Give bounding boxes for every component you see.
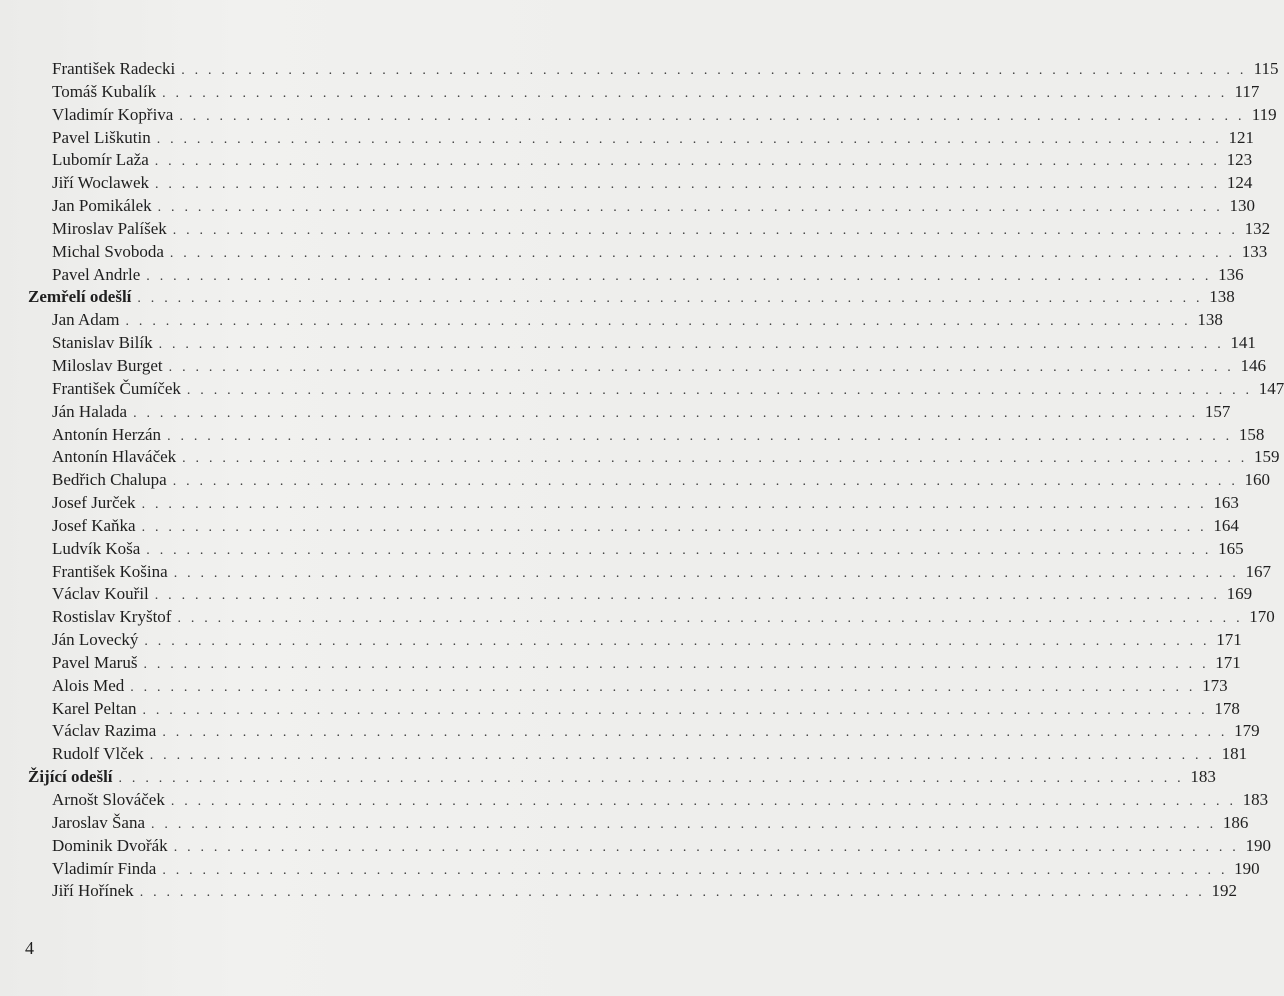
toc-entry-page: 170 [1249,607,1275,627]
dot-leader: . . . . . . . . . . . . . . . . . . . . . . . . . . . . . . . . . . . . . . . . . . . . . . . . . . . . . . . . . . . . . . . . . . . . . . . . . . . . . . . . [177,611,1243,627]
dot-leader: . . . . . . . . . . . . . . . . . . . . . . . . . . . . . . . . . . . . . . . . . . . . . . . . . . . . . . . . . . . . . . . . . . . . . . . . . . . . . . . . [162,85,1228,101]
dot-leader: . . . . . . . . . . . . . . . . . . . . . . . . . . . . . . . . . . . . . . . . . . . . . . . . . . . . . . . . . . . . . . . . . . . . . . . . . . . . . . . . [181,63,1247,78]
toc-entry [28,127,1255,150]
toc-entry [28,241,1268,264]
toc-entry [28,583,1253,606]
dot-leader: . . . . . . . . . . . . . . . . . . . . . . . . . . . . . . . . . . . . . . . . . . . . . . . . . . . . . . . . . . . . . . . . . . . . . . . . . . . . . . . . [151,816,1217,832]
dot-leader: . . . . . . . . . . . . . . . . . . . . . . . . . . . . . . . . . . . . . . . . . . . . . . . . . . . . . . . . . . . . . . . . . . . . . . . . . . . . . . . . [173,565,1239,581]
toc-entry [28,264,1244,287]
toc-entry [28,812,1249,835]
dot-leader: . . . . . . . . . . . . . . . . . . . . . . . . . . . . . . . . . . . . . . . . . . . . . . . . . . . . . . . . . . . . . . . . . . . . . . . . . . . . . . . . [154,588,1221,604]
toc-entry-title: František Čumíček [52,378,181,398]
toc-entry-title: Jiří Hořínek [52,881,134,901]
dot-leader: . . . . . . . . . . . . . . . . . . . . . . . . . . . . . . . . . . . . . . . . . . . . . . . . . . . . . . . . . . . . . . . . . . . . . . . . . . . . . . . . [179,108,1245,124]
dot-leader: . . . . . . . . . . . . . . . . . . . . . . . . . . . . . . . . . . . . . . . . . . . . . . . . . . . . . . . . . . . . . . . . . . . . . . . . . . . . . . . . [143,656,1209,672]
toc-entry [28,515,1239,538]
toc-entry-page: 133 [1241,241,1268,261]
toc-entry-title: Vladimír Finda [52,858,157,878]
toc-entry-page: 123 [1226,150,1253,170]
toc-entry-title: Ján Lovecký [52,630,139,650]
dot-leader: . . . . . . . . . . . . . . . . . . . . . . . . . . . . . . . . . . . . . . . . . . . . . . . . . . . . . . . . . . . . . . . . . . . . . . . . . . . . . . . . [172,474,1239,490]
toc-entry-title: Jaroslav Šana [52,812,146,832]
toc-entry-page: 136 [1218,264,1244,284]
toc-entry-page: 190 [1245,835,1271,855]
toc-section-entry [28,286,1235,309]
dot-leader: . . . . . . . . . . . . . . . . . . . . . . . . . . . . . . . . . . . . . . . . . . . . . . . . . . . . . . . . . . . . . . . . . . . . . . . . . . . . . . . . [172,222,1239,238]
toc-entry-title: Tomáš Kubalík [52,81,157,101]
toc-entry [28,218,1271,241]
toc-entry [28,538,1244,561]
toc-entry-page: 163 [1213,493,1239,513]
dot-leader: . . . . . . . . . . . . . . . . . . . . . . . . . . . . . . . . . . . . . . . . . . . . . . . . . . . . . . . . . . . . . . . . . . . . . . . . . . . . . . . . [158,337,1224,353]
toc-entry-page: 165 [1218,538,1244,558]
toc-entry-title: Michal Svoboda [52,241,164,261]
toc-entry-title: Lubomír Laža [52,150,149,170]
dot-leader: . . . . . . . . . . . . . . . . . . . . . . . . . . . . . . . . . . . . . . . . . . . . . . . . . . . . . . . . . . . . . . . . . . . . . . . . . . . . . . . . [141,519,1207,535]
toc-entry [28,880,1237,903]
toc-entry-title: Miroslav Palíšek [52,218,167,238]
toc-entry-title: Jan Adam [52,310,120,330]
toc-entry [28,172,1253,195]
toc-entry [28,195,1255,218]
dot-leader: . . . . . . . . . . . . . . . . . . . . . . . . . . . . . . . . . . . . . . . . . . . . . . . . . . . . . . . . . . . . . . . . . . . . . . . . . . . . . . . . [149,748,1216,764]
dot-leader: . . . . . . . . . . . . . . . . . . . . . . . . . . . . . . . . . . . . . . . . . . . . . . . . . . . . . . . . . . . . . . . . . . . . . . . . . . . . . . . . [118,771,1184,787]
toc-entry-title: Vladimír Kopřiva [52,104,174,124]
dot-leader: . . . . . . . . . . . . . . . . . . . . . . . . . . . . . . . . . . . . . . . . . . . . . . . . . . . . . . . . . . . . . . . . . . . . . . . . . . . . . . . . [130,679,1196,695]
toc-entry-title: Josef Kaňka [52,515,136,535]
toc-entry-page: 160 [1244,470,1271,490]
toc-entry-page: 158 [1238,424,1265,444]
toc-entry-title: Karel Peltan [52,698,137,718]
dot-leader: . . . . . . . . . . . . . . . . . . . . . . . . . . . . . . . . . . . . . . . . . . . . . . . . . . . . . . . . . . . . . . . . . . . . . . . . . . . . . . . . [186,382,1253,398]
toc-entry [28,606,1275,629]
toc-entry [28,720,1260,743]
toc-entry-title: Antonín Herzán [52,424,162,444]
toc-entry-title: Rostislav Kryštof [52,607,172,627]
toc-entry-page: 190 [1234,858,1260,878]
toc-entry-page: 179 [1234,721,1260,741]
dot-leader: . . . . . . . . . . . . . . . . . . . . . . . . . . . . . . . . . . . . . . . . . . . . . . . . . . . . . . . . . . . . . . . . . . . . . . . . . . . . . . . . [167,428,1233,444]
dot-leader: . . . . . . . . . . . . . . . . . . . . . . . . . . . . . . . . . . . . . . . . . . . . . . . . . . . . . . . . . . . . . . . . . . . . . . . . . . . . . . . . [170,794,1237,809]
toc-entry-title: Zemřelí odešlí [28,287,132,307]
toc-entry [28,149,1253,172]
toc-entry-page: 130 [1229,196,1255,216]
toc-entry-title: Dominik Dvořák [52,835,168,855]
toc-entry-page: 173 [1202,675,1228,695]
toc-entry-page: 117 [1234,81,1260,101]
toc-entry-page: 181 [1221,744,1248,764]
dot-leader: . . . . . . . . . . . . . . . . . . . . . . . . . . . . . . . . . . . . . . . . . . . . . . . . . . . . . . . . . . . . . . . . . . . . . . . . . . . . . . . . [156,131,1223,147]
toc-entry-page: 141 [1230,333,1256,353]
toc-entry-page: 132 [1244,218,1271,238]
toc-entry-title: Pavel Liškutin [52,127,151,147]
toc-entry-title: Jiří Woclawek [52,173,149,193]
dot-leader: . . . . . . . . . . . . . . . . . . . . . . . . . . . . . . . . . . . . . . . . . . . . . . . . . . . . . . . . . . . . . . . . . . . . . . . . . . . . . . . . [144,634,1210,650]
toc-entry-page: 186 [1222,812,1249,832]
dot-leader: . . . . . . . . . . . . . . . . . . . . . . . . . . . . . . . . . . . . . . . . . . . . . . . . . . . . . . . . . . . . . . . . . . . . . . . . . . . . . . . . [142,702,1208,718]
toc-entry [28,424,1265,447]
dot-leader: . . . . . . . . . . . . . . . . . . . . . . . . . . . . . . . . . . . . . . . . . . . . . . . . . . . . . . . . . . . . . . . . . . . . . . . . . . . . . . . . [154,154,1221,170]
toc-entry-page: 169 [1226,584,1253,604]
toc-entry-title: František Košina [52,561,168,581]
toc-entry-page: 171 [1216,630,1242,650]
toc-entry-title: Rudolf Vlček [52,744,144,764]
dot-leader: . . . . . . . . . . . . . . . . . . . . . . . . . . . . . . . . . . . . . . . . . . . . . . . . . . . . . . . . . . . . . . . . . . . . . . . . . . . . . . . . [155,177,1221,193]
toc-entry [28,743,1248,766]
toc-entry-page: 115 [1253,59,1279,78]
toc-entry [28,58,1279,81]
toc-entry-title: Antonín Hlaváček [52,447,177,467]
toc-entry-title: Ludvík Koša [52,538,141,558]
toc-entry-page: 178 [1214,698,1240,718]
toc-entry-page: 119 [1251,104,1277,124]
dot-leader: . . . . . . . . . . . . . . . . . . . . . . . . . . . . . . . . . . . . . . . . . . . . . . . . . . . . . . . . . . . . . . . . . . . . . . . . . . . . . . . . [139,885,1205,901]
dot-leader: . . . . . . . . . . . . . . . . . . . . . . . . . . . . . . . . . . . . . . . . . . . . . . . . . . . . . . . . . . . . . . . . . . . . . . . . . . . . . . . . [162,725,1228,741]
toc-entry-title: Pavel Maruš [52,652,138,672]
toc-entry-page: 192 [1211,881,1237,901]
toc-entry-title: Arnošt Slováček [52,790,165,809]
toc-entry-title: Stanislav Bilík [52,333,153,353]
page-number: 4 [25,938,34,958]
toc-entry [28,332,1256,355]
toc-entry-page: 183 [1242,790,1269,809]
dot-leader: . . . . . . . . . . . . . . . . . . . . . . . . . . . . . . . . . . . . . . . . . . . . . . . . . . . . . . . . . . . . . . . . . . . . . . . . . . . . . . . . [182,451,1248,467]
toc-entry [28,104,1277,127]
dot-leader: . . . . . . . . . . . . . . . . . . . . . . . . . . . . . . . . . . . . . . . . . . . . . . . . . . . . . . . . . . . . . . . . . . . . . . . . . . . . . . . . [173,839,1239,855]
toc-entry-title: Bedřich Chalupa [52,470,167,490]
dot-leader: . . . . . . . . . . . . . . . . . . . . . . . . . . . . . . . . . . . . . . . . . . . . . . . . . . . . . . . . . . . . . . . . . . . . . . . . . . . . . . . . [168,359,1234,375]
toc-entry [28,492,1239,515]
toc-entry [28,835,1271,858]
toc-entry-title: Václav Kouřil [52,584,149,604]
toc-entry-title: Josef Jurček [52,493,136,513]
toc-entry [28,789,1269,812]
toc-entry-title: František Radecki [52,59,176,78]
toc-entry [28,309,1223,332]
dot-leader: . . . . . . . . . . . . . . . . . . . . . . . . . . . . . . . . . . . . . . . . . . . . . . . . . . . . . . . . . . . . . . . . . . . . . . . . . . . . . . . . [125,314,1191,330]
toc-entry [28,629,1242,652]
dot-leader: . . . . . . . . . . . . . . . . . . . . . . . . . . . . . . . . . . . . . . . . . . . . . . . . . . . . . . . . . . . . . . . . . . . . . . . . . . . . . . . . [162,862,1228,878]
toc-entry [28,401,1231,424]
toc-entry [28,652,1241,675]
toc-entry [28,446,1280,469]
dot-leader: . . . . . . . . . . . . . . . . . . . . . . . . . . . . . . . . . . . . . . . . . . . . . . . . . . . . . . . . . . . . . . . . . . . . . . . . . . . . . . . . [146,542,1212,558]
toc-entry-title: Jan Pomikálek [52,196,152,216]
toc-entry [28,561,1271,584]
dot-leader: . . . . . . . . . . . . . . . . . . . . . . . . . . . . . . . . . . . . . . . . . . . . . . . . . . . . . . . . . . . . . . . . . . . . . . . . . . . . . . . . [137,291,1203,307]
dot-leader: . . . . . . . . . . . . . . . . . . . . . . . . . . . . . . . . . . . . . . . . . . . . . . . . . . . . . . . . . . . . . . . . . . . . . . . . . . . . . . . . [133,405,1199,421]
dot-leader: . . . . . . . . . . . . . . . . . . . . . . . . . . . . . . . . . . . . . . . . . . . . . . . . . . . . . . . . . . . . . . . . . . . . . . . . . . . . . . . . [169,245,1236,261]
toc-entry [28,378,1284,401]
toc-entry-title: Alois Med [52,675,125,695]
dot-leader: . . . . . . . . . . . . . . . . . . . . . . . . . . . . . . . . . . . . . . . . . . . . . . . . . . . . . . . . . . . . . . . . . . . . . . . . . . . . . . . . [157,200,1223,216]
toc-entry-page: 138 [1197,310,1223,330]
toc-entry-title: Miloslav Burget [52,355,163,375]
dot-leader: . . . . . . . . . . . . . . . . . . . . . . . . . . . . . . . . . . . . . . . . . . . . . . . . . . . . . . . . . . . . . . . . . . . . . . . . . . . . . . . . [141,497,1207,513]
toc-entry-page: 146 [1240,355,1266,375]
toc-entry-page: 121 [1228,127,1255,147]
toc-entry [28,675,1228,698]
toc-entry-title: Žijící odešlí [28,767,113,787]
toc-entry [28,355,1266,378]
toc-entry [28,469,1271,492]
toc-entry-page: 167 [1245,561,1271,581]
toc-entry-page: 171 [1215,652,1241,672]
toc-entry-page: 147 [1258,378,1284,398]
toc-entry [28,81,1260,104]
toc-entry-page: 164 [1213,515,1239,535]
toc-section-entry [28,766,1216,789]
toc-entry-page: 124 [1226,173,1253,193]
toc-entry-page: 138 [1209,287,1235,307]
table-of-contents [28,58,1284,903]
toc-entry-page: 157 [1204,401,1231,421]
toc-entry [28,698,1240,721]
dot-leader: . . . . . . . . . . . . . . . . . . . . . . . . . . . . . . . . . . . . . . . . . . . . . . . . . . . . . . . . . . . . . . . . . . . . . . . . . . . . . . . . [146,268,1212,284]
toc-entry-page: 159 [1253,447,1280,467]
toc-entry-title: Ján Halada [52,401,128,421]
toc-entry-page: 183 [1190,767,1216,787]
toc-entry [28,858,1260,881]
toc-entry-title: Václav Razima [52,721,157,741]
toc-entry-title: Pavel Andrle [52,264,141,284]
